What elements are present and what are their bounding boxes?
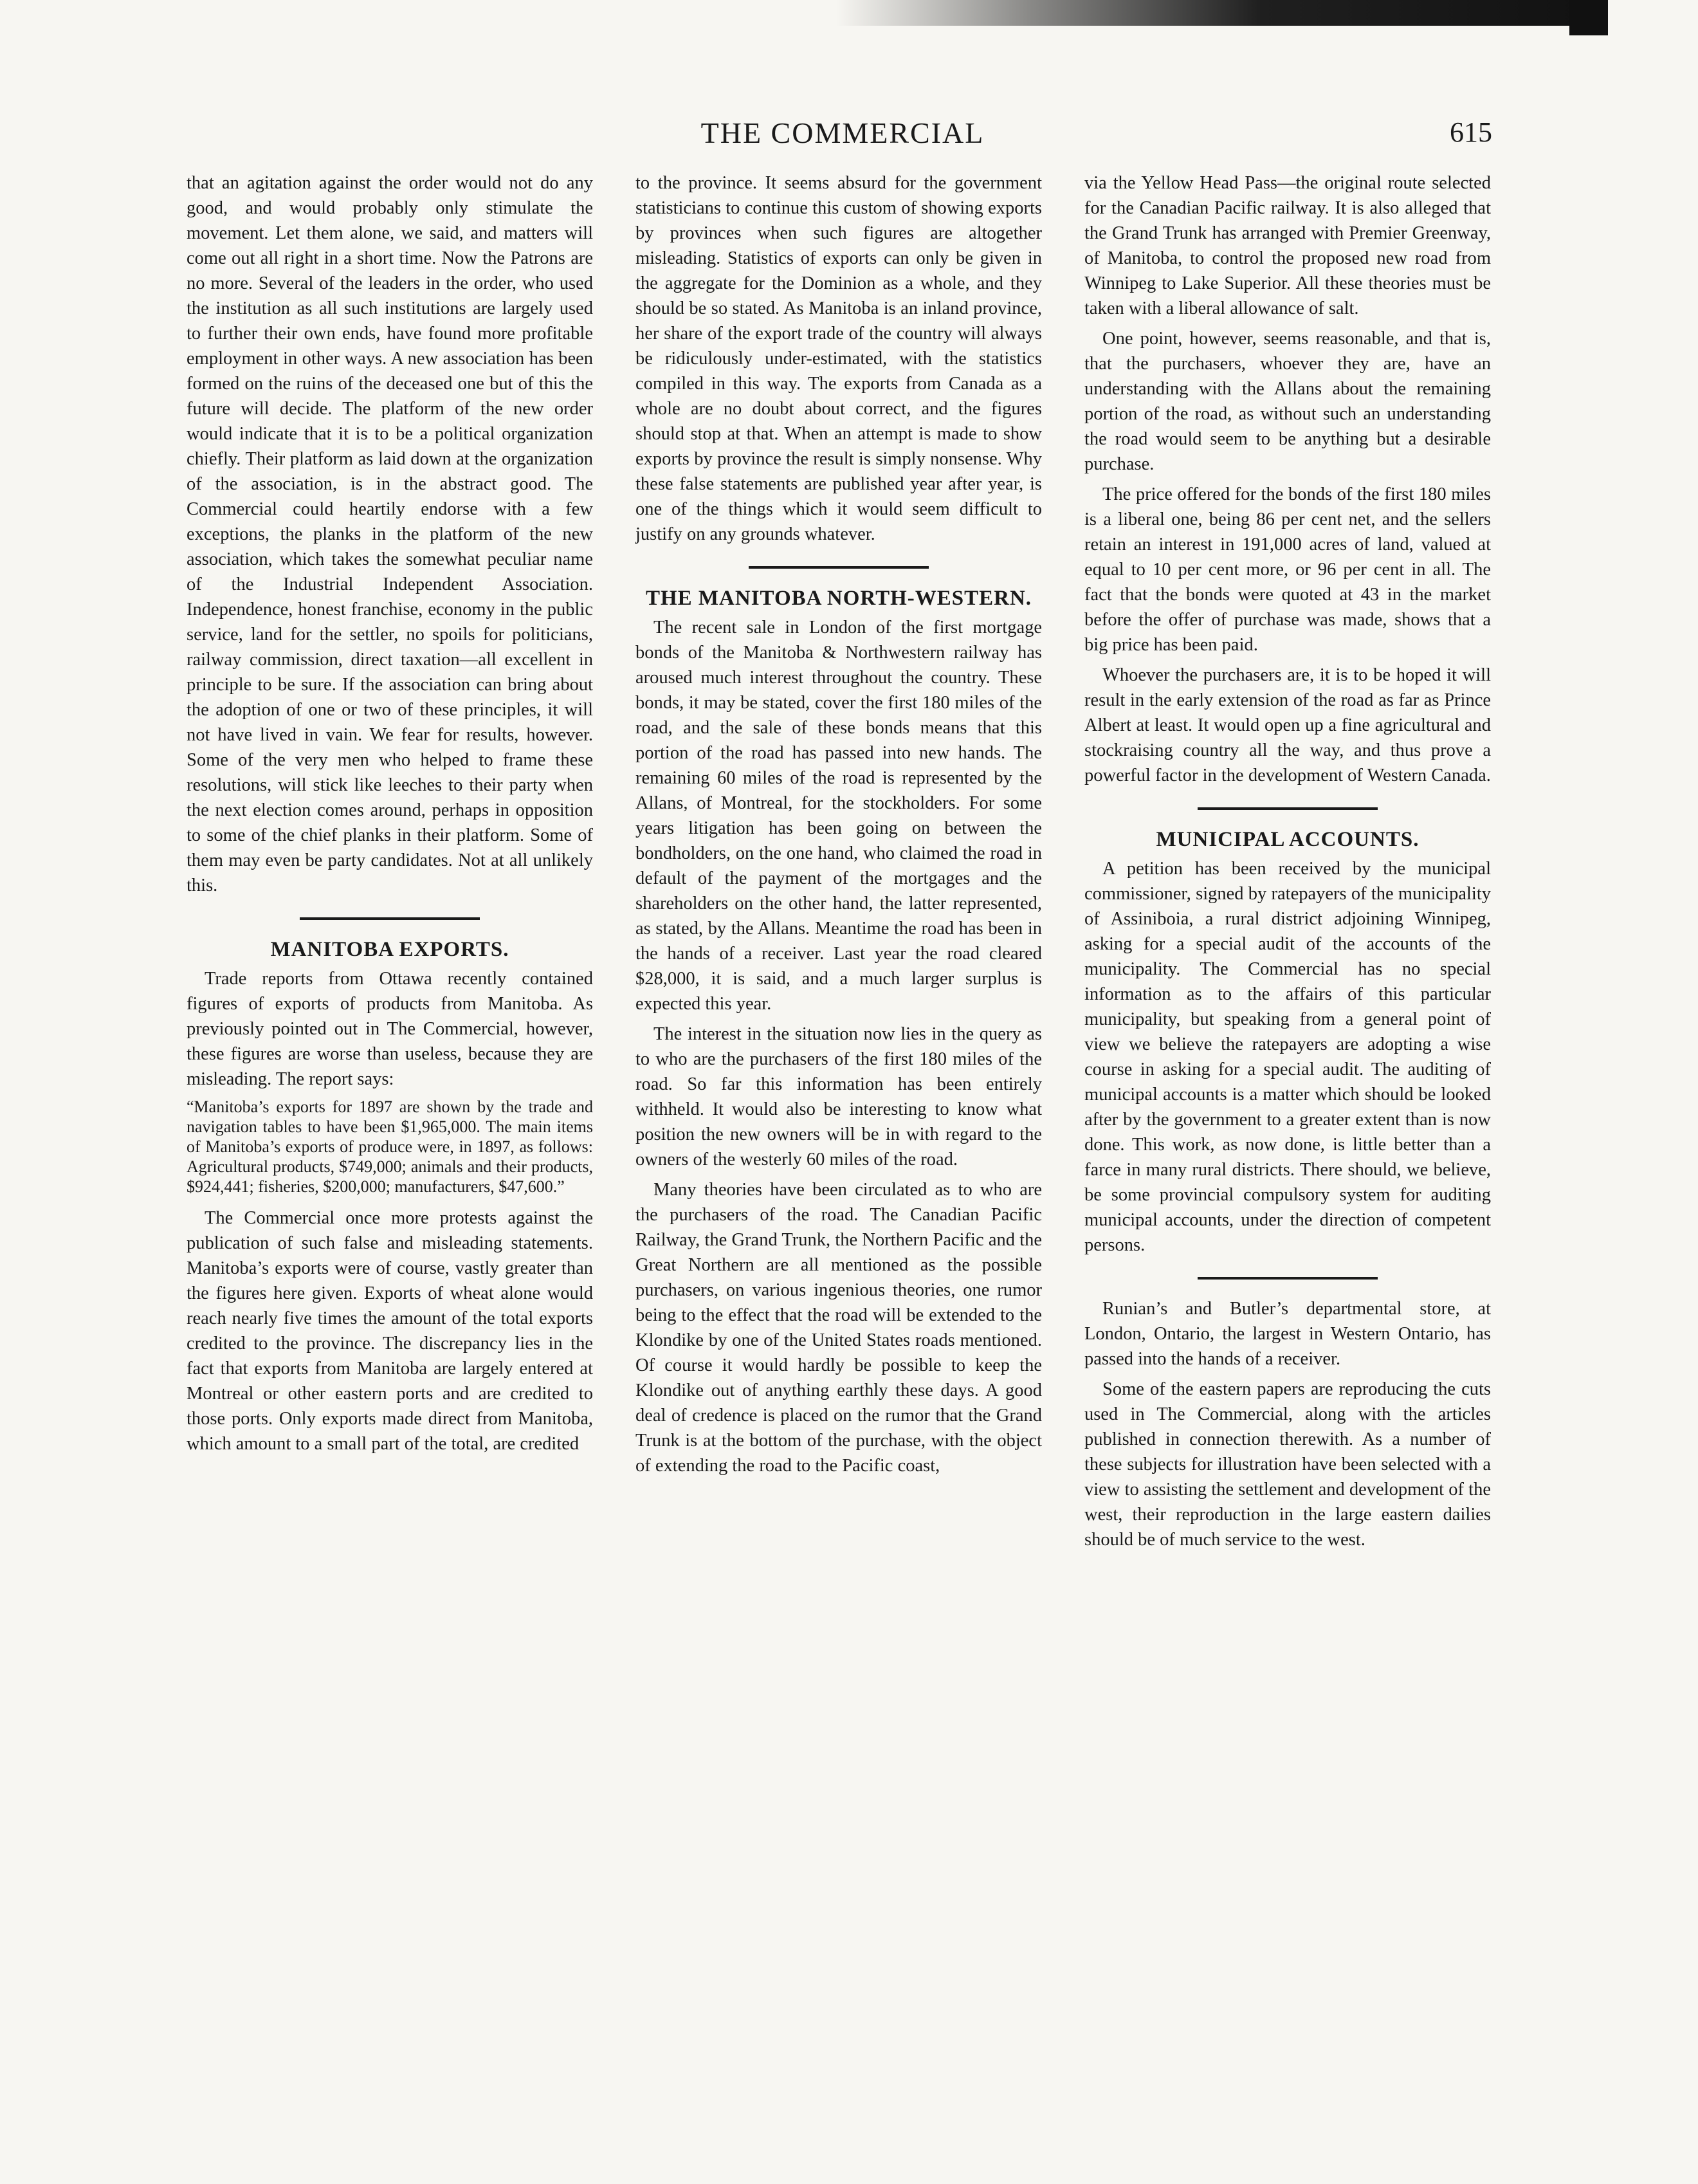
paragraph: The Commercial once more protests against the publication of such false and misleading statements. Manitoba’s exports were of course, vastly greater than the figures here given. Exports of wheat alone would reach nearly five times the amount of the total exports credited to the province. The discrepancy lies in the fact that exports from Manitoba are largely entered at Montreal or other eastern ports and are credited to those ports. Only exports made direct from Manitoba, which amount to a small part of the total, are credited	[187, 1208, 593, 1454]
scan-edge-shadow	[836, 0, 1608, 26]
page-title: THE COMMERCIAL	[700, 116, 985, 149]
section-divider	[749, 566, 929, 569]
section-divider	[300, 917, 480, 920]
section-divider	[1198, 1277, 1378, 1280]
block-quote: “Manitoba’s exports for 1897 are shown by the trade and navigation tables to have been $1,965,000. The main items of Manitoba’s exports of produce were, in 1897, as follows: Agricultural products, $749,000; animals and their products, $924,441; fisheries, $200,000; manufacturers, $47,600.”	[187, 1097, 593, 1196]
paragraph: Many theories have been circulated as to who are the purchasers of the road. The Canadian Pacific Railway, the Grand Trunk, the Northern Pacific and the Great Northern are all mentioned as the possible purchasers, on various ingenious theories, one rumor being to the effect that the road will be extended to the Klondike by one of the United States roads mentioned. Of course it would hardly be possible to keep the Klondike out of anything earthly these days. A good deal of credence is placed on the rumor that the Grand Trunk is at the bottom of the purchase, with the object of extending the road to the Pacific coast,	[635, 1180, 1042, 1476]
paragraph: A petition has been received by the municipal commissioner, signed by ratepayers of the municipality of Assiniboia, a rural district adjoining Winnipeg, asking for a special audit of the accounts of the municipality. The Commercial has no special information as to the affairs of this particular municipality, but speaking from a general point of view we believe the ratepayers are adopting a wise course in asking for a special audit. The auditing of municipal accounts is a matter which should be looked after by the government to a greater extent than is now done. This work, as now done, is little better than a farce in many rural districts. There should, we believe, be some provincial compulsory system for auditing municipal accounts, under the direction of competent persons.	[1084, 859, 1491, 1255]
paragraph: that an agitation against the order would not do any good, and would probably only stimulate the movement. Let them alone, we said, and matters will come out all right in a short time. Now the Patrons are no more. Several of the leaders in the order, who used the institution as all such institutions are largely used to further their own ends, have found more profitable employment in other ways. A new association has been formed on the ruins of the deceased one but of this the future will decide. The platform of the new order would indicate that it is to be a political organization chiefly. Their platform as laid down at the organization of the association, is in the abstract good. The Commercial could heartily endorse with a few exceptions, the planks in the platform of the new association, which takes the somewhat peculiar name of the Industrial Independent Association. Independence, honest franchise, economy in the public service, land for the settler, no spoils for politicians, railway commission, direct taxation—all excellent in principle to be sure. If the association can bring about the adoption of one or two of these principles, it will not have lived in vain. We fear for results, however. Some of the very men who helped to frame these resolutions, will stick like leeches to their party when the next election comes around, perhaps in opposition to some of the chief planks in their platform. Some of them may even be party candidates. Not at all unlikely this.	[187, 173, 593, 895]
paragraph: The interest in the situation now lies in the query as to who are the purchasers of the first 180 miles of the road. So far this information has been entirely withheld. It would also be interesting to know what position the new owners will be in with regard to the owners of the westerly 60 miles of the road.	[635, 1024, 1042, 1170]
paragraph: Trade reports from Ottawa recently contained figures of exports of products from Manitoba. As previously pointed out in The Commercial, however, these figures are worse than useless, because they are misleading. The report says:	[187, 969, 593, 1089]
paragraph: Runian’s and Butler’s departmental store, at London, Ontario, the largest in Western Ontario, has passed into the hands of a receiver.	[1084, 1299, 1491, 1369]
section-heading-municipal-accounts: MUNICIPAL ACCOUNTS.	[1156, 828, 1420, 851]
section-divider	[1198, 807, 1378, 810]
column-3	[1084, 170, 1491, 1552]
paragraph: via the Yellow Head Pass—the original route selected for the Canadian Pacific railway. It is also alleged that the Grand Trunk has arranged with Premier Greenway, of Manitoba, to control the proposed new road from Winnipeg to Lake Superior. All these theories must be taken with a liberal allowance of salt.	[1084, 173, 1491, 318]
paragraph: Some of the eastern papers are reproducing the cuts used in The Commercial, along with the articles published in connection therewith. As a number of these subjects for illustration have been selected with a view to assisting the settlement and development of the west, their reproduction in the large eastern dailies should be of much service to the west.	[1084, 1379, 1491, 1550]
column-2	[635, 170, 1042, 1478]
column-1	[187, 170, 593, 1456]
paragraph: to the province. It seems absurd for the government statisticians to continue this custom of showing exports by provinces when such figures are altogether misleading. Statistics of exports can only be given in the aggregate for the Dominion as a whole, and they should be so stated. As Manitoba is an inland province, her share of the export trade of the country will always be ridiculously under-estimated, with the statistics compiled in this way. The exports from Canada as a whole are no doubt about correct, and the figures should stop at that. When an attempt is made to show exports by province the result is simply nonsense. Why these false statements are published year after year, is one of the things which it would seem difficult to justify on any grounds whatever.	[635, 173, 1042, 544]
paragraph: Whoever the purchasers are, it is to be hoped it will result in the early extension of the road as far as Prince Albert at least. It would open up a fine agricultural and stockraising country all the way, and thus prove a powerful factor in the development of Western Canada.	[1084, 665, 1491, 785]
section-heading-manitoba-exports: MANITOBA EXPORTS.	[270, 938, 509, 961]
paragraph: The recent sale in London of the first mortgage bonds of the Manitoba & Northwestern railway has aroused much interest throughout the country. These bonds, it may be stated, cover the first 180 miles of the road, and the sale of these bonds means that this portion of the road has passed into new hands. The remaining 60 miles of the road is represented by the Allans, of Montreal, for the stockholders. For some years litigation has been going on between the bondholders, on the one hand, who claimed the road in default of the payment of the mortgages and the shareholders on the other hand, the latter represented, as stated, by the Allans. Meantime the road has been in the hands of a receiver. Last year the road cleared $28,000, it is said, and a much larger surplus is expected this year.	[635, 618, 1042, 1014]
paragraph: The price offered for the bonds of the first 180 miles is a liberal one, being 86 per cent net, and the sellers retain an interest in 191,000 acres of land, valued at equal to 10 per cent more, or 96 per cent in all. The fact that the bonds were quoted at 43 in the market before the offer of purchase was made, shows that a big price has been paid.	[1084, 484, 1491, 655]
page-number: 615	[1450, 116, 1492, 148]
scan-edge-corner	[1569, 0, 1608, 35]
section-heading-manitoba-northwestern: THE MANITOBA NORTH-WESTERN.	[645, 587, 1032, 610]
paragraph: One point, however, seems reasonable, and that is, that the purchasers, whoever they are, have an understanding with the Allans about the remaining portion of the road, as without such an understanding the road would seem to be anything but a desirable purchase.	[1084, 329, 1491, 474]
